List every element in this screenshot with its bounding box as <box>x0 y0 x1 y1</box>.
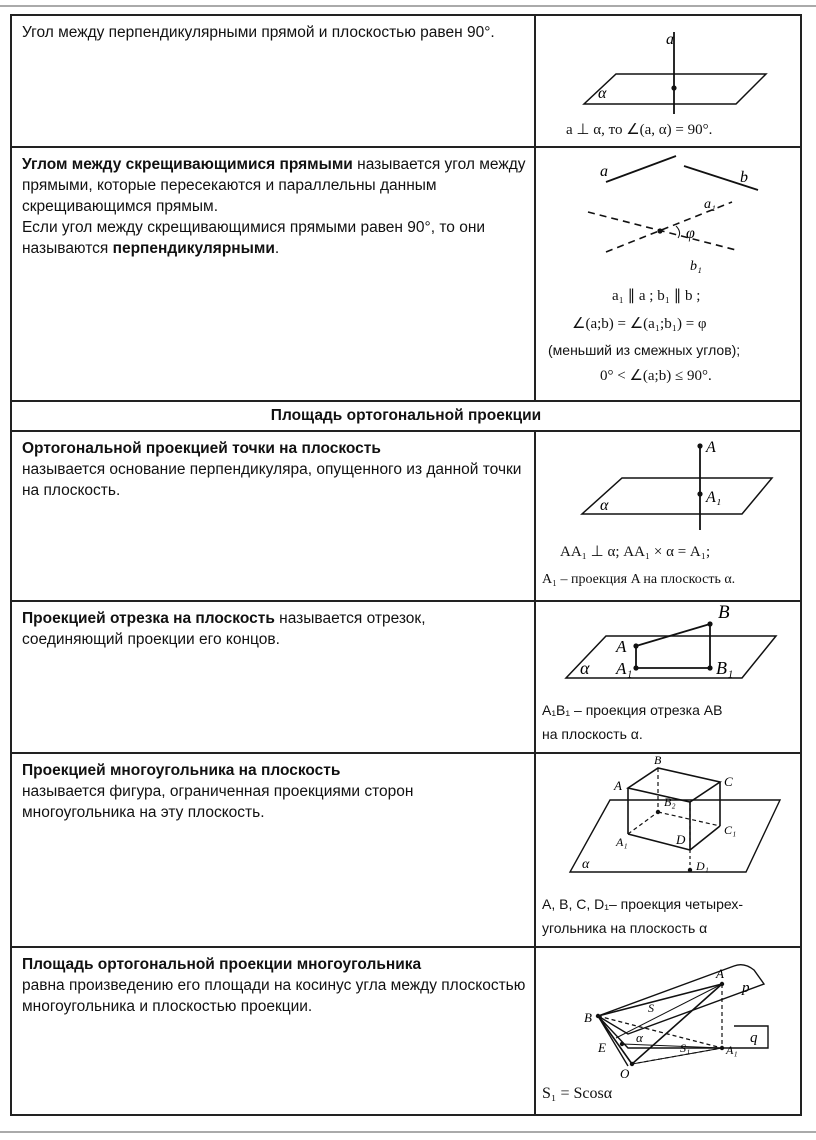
label-a1: a₁ <box>704 197 716 212</box>
term-projection-area: Площадь ортогональной проекции многоугольника <box>22 956 422 973</box>
row-segment-projection <box>10 600 802 752</box>
row-text-body: Площадь ортогональной проекции многоугольника равна произведению его площади на косинус угла между плоскостью многоугольника и плоскостью проекции. <box>22 956 526 1015</box>
label-q: q <box>750 1030 758 1046</box>
label-B1: B₁ <box>716 658 734 678</box>
label-O: O <box>620 1066 630 1078</box>
label-A: A <box>706 439 716 456</box>
row-text-body: Углом между скрещивающимися прямыми называется угол между прямыми, которые пересекаются и параллельны данным скрещивающимся прямым. <box>22 156 526 215</box>
row-text <box>12 602 536 752</box>
term-point-projection: Ортогональной проекцией точки на плоскость <box>22 440 381 457</box>
label-C1: C₁ <box>724 823 737 837</box>
row-text <box>12 754 536 946</box>
label-p: p <box>742 980 750 996</box>
caption-segment-line2: на плоскость α. <box>542 726 643 742</box>
figure-segment-projection <box>536 602 800 752</box>
caption-point-line2: A₁ – проекция A на плоскость α. <box>542 572 736 587</box>
label-b: b <box>740 169 748 186</box>
label-S1: S₁ <box>680 1041 691 1055</box>
term-perpendicular: перпендикулярными <box>112 240 275 257</box>
caption-polygon-line2: угольника на плоскость α <box>542 920 708 936</box>
row-text-body: Проекцией многоугольника на плоскость называется фигура, ограниченная проекциями сторон многоугольника на эту плоскость. <box>22 762 414 821</box>
caption-perpendicular: a ⊥ α, то ∠(a, α) = 90°. <box>566 122 713 138</box>
label-alpha: α <box>600 497 609 514</box>
term-polygon-projection: Проекцией многоугольника на плоскость <box>22 762 341 779</box>
term-segment-projection: Проекцией отрезка на плоскость <box>22 610 275 627</box>
caption-skew-line3: (меньший из смежных углов); <box>548 342 741 358</box>
label-A: A <box>614 778 622 793</box>
row-projection-area <box>10 946 802 1116</box>
label-D1: D₁ <box>696 859 709 873</box>
label-B: B <box>654 754 662 767</box>
figure-projection-area <box>536 948 800 1114</box>
row-point-projection <box>10 430 802 600</box>
caption-skew-line1: a₁ ∥ a ; b₁ ∥ b ; <box>612 288 701 304</box>
caption-skew-line2: ∠(a;b) = ∠(a₁;b₁) = φ <box>572 316 707 332</box>
row-perpendicular-line-plane <box>10 14 802 146</box>
label-D: D <box>676 832 686 847</box>
label-A1: A₁ <box>616 835 628 849</box>
polygon-projection-diagram <box>536 754 800 894</box>
segment-projection-diagram <box>536 602 800 702</box>
label-E: E <box>598 1040 606 1055</box>
label-b1: b₁ <box>690 259 702 274</box>
caption-point-line1: AA₁ ⊥ α; AA₁ × α = A₁; <box>560 544 711 560</box>
figure-skew-lines <box>536 148 800 400</box>
projection-area-diagram <box>536 948 800 1078</box>
row-skew-lines <box>10 146 802 400</box>
section-title: Площадь ортогональной проекции <box>10 400 802 430</box>
label-B: B <box>584 1010 592 1025</box>
label-alpha: α <box>598 85 607 102</box>
term-skew-lines-angle: Углом между скрещивающимися прямыми <box>22 156 353 173</box>
row-text <box>12 16 536 146</box>
caption-segment-line1: A₁B₁ – проекция отрезка AB <box>542 702 723 718</box>
reference-table <box>10 14 802 1116</box>
caption-skew-line4: 0° < ∠(a;b) ≤ 90°. <box>600 368 712 384</box>
label-A: A <box>616 637 627 656</box>
label-S: S <box>648 1001 654 1015</box>
label-C: C <box>724 774 733 789</box>
row-text-body: Ортогональной проекцией точки на плоскость называется основание перпендикуляра, опущенного из данной точки на плоскость. <box>22 440 522 499</box>
label-B: B <box>718 602 730 623</box>
skew-lines-diagram <box>536 148 800 288</box>
figure-point-projection <box>536 432 800 600</box>
caption-area-formula: S₁ = Scosα <box>542 1085 613 1102</box>
row-text <box>12 432 536 600</box>
row-text <box>12 148 536 400</box>
figure-polygon-projection <box>536 754 800 946</box>
label-B2: B₂ <box>664 795 676 809</box>
label-a: a <box>600 163 608 180</box>
row-text-body: Проекцией отрезка на плоскость называется отрезок, соединяющий проекции его концов. <box>22 610 426 648</box>
label-alpha: α <box>580 658 590 678</box>
row-polygon-projection <box>10 752 802 946</box>
label-alpha: α <box>636 1030 643 1045</box>
label-a: a <box>666 31 674 48</box>
figure-line-perpendicular-plane <box>536 16 800 146</box>
caption-polygon-line1: A, B, C, D₁– проекция четырех- <box>542 896 744 912</box>
label-A1: A₁ <box>726 1043 738 1057</box>
label-A1: A₁ <box>616 659 633 678</box>
label-A1: A₁ <box>706 489 722 506</box>
row-text-body: Угол между перпендикулярными прямой и плоскостью равен 90°. <box>22 24 495 41</box>
label-alpha: α <box>582 857 590 872</box>
label-phi: φ <box>686 225 695 242</box>
row-text <box>12 948 536 1114</box>
label-A: A <box>716 966 724 981</box>
row-text-body-2: Если угол между скрещивающимися прямыми равен 90°, то они называются перпендикулярными. <box>22 219 486 257</box>
point-projection-diagram <box>536 432 800 542</box>
